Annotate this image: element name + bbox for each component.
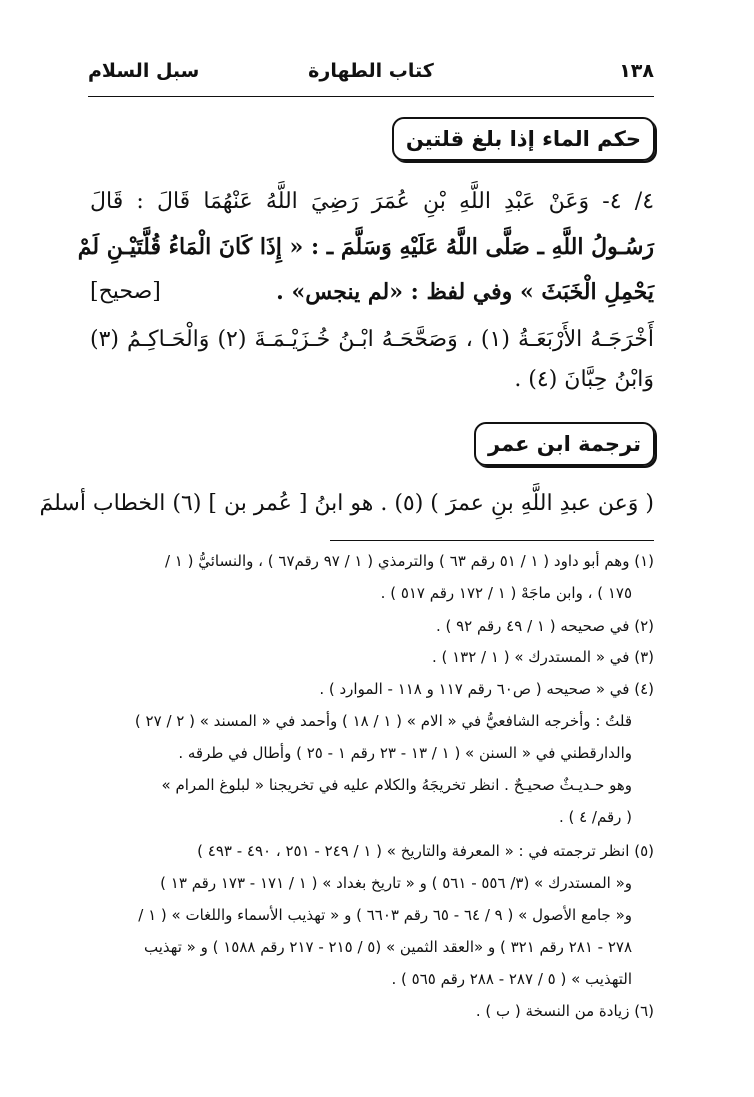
page-header xyxy=(88,60,654,92)
header-divider xyxy=(88,96,654,97)
page-number: ١٣٨ xyxy=(619,60,654,82)
footnote-line: (٦) زيادة من النسخة ( ب ) . xyxy=(475,1002,654,1020)
footnote-line: (١) وهم أبو داود ( ١ / ٥١ رقم ٦٣ ) والترمذي ( ١ / ٩٧ رقم٦٧ ) ، والنسائيُّ ( ١ / xyxy=(164,552,654,570)
hadith-line-2: رَسُـولُ اللَّهِ ـ صَلَّى اللَّهُ عَلَيْهِ وَسَلَّمَ ـ : « إِذَا كَانَ الْمَاءُ قُلَّتَيْـنِ لَمْ xyxy=(77,234,654,260)
book-title: كتاب الطهارة xyxy=(308,60,434,82)
footnote-line: (٣) في « المستدرك » ( ١ / ١٣٢ ) . xyxy=(431,648,654,666)
footnote-line: وهو حـديـثٌ صحيـحٌ . انظر تخريجَهُ والكلام عليه في تخريجنا « لبلوغ المرام » xyxy=(161,776,632,794)
footnote-line: و« جامع الأصول » ( ٩ / ٦٤ - ٦٥ رقم ٦٦٠٣ ) و « تهذيب الأسماء واللغات » ( ١ / xyxy=(138,906,632,924)
section-heading-water: حكم الماء إذا بلغ قلتين xyxy=(392,117,655,161)
footnote-line: (٤) في « صحيحه ( ص٦٠ رقم ١١٧ و ١١٨ - الموارد ) . xyxy=(319,680,654,698)
hadith-line-1: ٤/ ٤- وَعَنْ عَبْدِ اللَّهِ بْنِ عُمَرَ رَضِيَ اللَّهُ عَنْهُمَا قَالَ : قَالَ xyxy=(90,189,655,214)
hadith-line-4: أَخْرَجَـهُ الأَرْبَعَـةُ (١) ، وَصَحَّحَـهُ ابْـنُ خُـزَيْـمَـةَ (٢) وَالْحَـاكِـمُ (٣) xyxy=(90,327,654,352)
footnote-line: (٥) انظر ترجمته في : « المعرفة والتاريخ » ( ١ / ٢٤٩ - ٢٥١ ، ٤٩٠ - ٤٩٣ ) xyxy=(197,842,654,860)
section-heading-ibn-umar: ترجمة ابن عمر xyxy=(474,422,655,466)
bio-line-1: ( وَعن عبدِ اللَّهِ بنِ عمرَ ) (٥) . هو ابنُ [ عُمر بن ] (٦) الخطاب أسلمَ xyxy=(39,491,654,516)
footnote-line: ٢٧٨ - ٢٨١ رقم ٣٢١ ) و «العقد الثمين » (٥ / ٢١٥ - ٢١٧ رقم ١٥٨٨ ) و « تهذيب xyxy=(144,938,632,956)
footnote-line: و« المستدرك » (٣/ ٥٥٦ - ٥٦١ ) و « تاريخ بغداد » ( ١ / ١٧١ - ١٧٣ رقم ١٣ ) xyxy=(160,874,632,892)
footnote-line: (٢) في صحيحه ( ١ / ٤٩ رقم ٩٢ ) . xyxy=(435,617,654,635)
series-title: سبل السلام xyxy=(88,60,200,82)
footnote-divider xyxy=(330,540,654,541)
footnote-line: قلتُ : وأخرجه الشافعيُّ في « الام » ( ١ / ١٨ ) وأحمد في « المسند » ( ٢ / ٢٧ ) xyxy=(134,712,632,730)
footnote-line: التهذيب » ( ٥ / ٢٨٧ - ٢٨٨ رقم ٥٦٥ ) . xyxy=(391,970,632,988)
footnote-line: ( رقم/ ٤ ) . xyxy=(558,808,632,826)
hadith-line-3: يَحْمِلِ الْخَبَثَ » وفي لفظ : «لم ينجس» . xyxy=(276,279,654,305)
footnote-line: ١٧٥ ) ، وابن ماجَهْ ( ١ / ١٧٢ رقم ٥١٧ ) . xyxy=(380,584,632,602)
footnote-line: والدارقطني في « السنن » ( ١ / ١٣ - ٢٣ رقم ١ - ٢٥ ) وأطال في طرقه . xyxy=(178,744,632,762)
hadith-line-5: وَابْنُ حِبَّانَ (٤) . xyxy=(514,367,654,392)
hadith-grade: [صحيح] xyxy=(90,279,161,304)
